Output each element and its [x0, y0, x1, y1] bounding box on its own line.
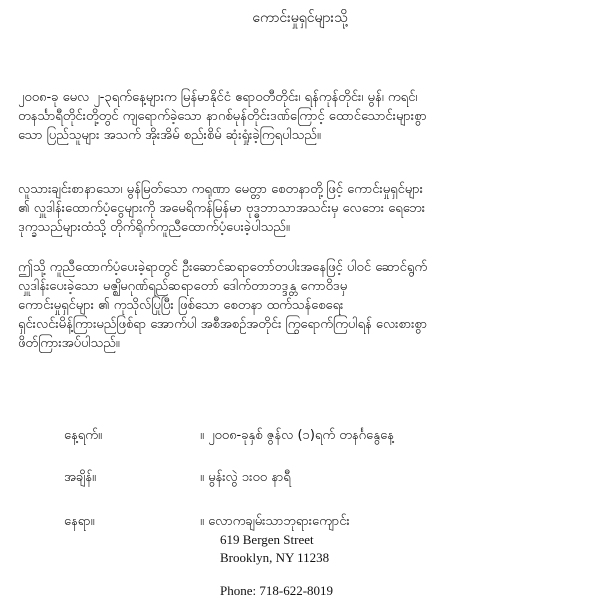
paragraph-line: တနင်္သာရီတိုင်းတို့တွင် ကျရောက်ခဲ့သော နာဂစ်မုန်တိုင်းဒဏ်ကြောင့် ထောင်သောင်းများစွာ	[18, 109, 427, 124]
place-value: ။ လောကချမ်းသာဘုရားကျောင်း	[200, 514, 350, 529]
date-label: နေ့ရက်။	[64, 428, 102, 443]
detail-place-row	[0, 512, 600, 532]
paragraph-line: ရှင်းလင်းမိန့်ကြားမည်ဖြစ်ရာ အောက်ပါ အစီအစဉ်အတိုင်း ကြွရောက်ကြပါရန် လေးစားစွာ	[18, 317, 428, 332]
paragraph-line: ဤသို့ ကူညီထောက်ပံ့ပေးခဲ့ရာတွင် ဦးဆောင်ဆရာတော်တပါးအနေဖြင့် ပါဝင် ဆောင်ရွက်	[18, 260, 428, 275]
address-street: 619 Bergen Street	[220, 532, 314, 547]
paragraph-line: လူသားချင်းစာနာသော၊ မွန်မြတ်သော ကရုဏာ မေတ္တာ စေတနာတို့ဖြင့် ကောင်းမှုရှင်များ	[18, 182, 423, 197]
paragraph-line: သော ပြည်သူများ အသက် အိုးအိမ် စည်းစိမ် ဆုံးရှုံးခဲ့ကြရပါသည်။	[18, 128, 321, 143]
detail-date-row	[0, 426, 600, 446]
letter-title: ကောင်းမှုရှင်များသို့	[252, 10, 348, 26]
paragraph-line: ဒုက္ခသည်များထံသို့ တိုက်ရိုက်ကူညီထောက်ပံ့ပေးခဲ့ပါသည်။	[18, 220, 290, 235]
time-value: ။ မွန်းလွဲ ၁း၀၀ နာရီ	[200, 470, 291, 485]
date-value: ။ ၂၀၀၈-ခုနှစ် ဇွန်လ (၁)ရက် တနင်္ဂနွေနေ့	[200, 428, 394, 443]
address-city: Brooklyn, NY 11238	[220, 550, 330, 565]
paragraph-line: ၂၀၀၈-ခု မေလ ၂-၃ရက်နေ့များက မြန်မာနိုင်ငံ ဧရာဝတီတိုင်း၊ ရန်ကုန်တိုင်း၊ မွန်၊ ကရင်၊	[18, 90, 418, 105]
address-phone: Phone: 718-622-8019	[220, 583, 334, 598]
paragraph-donations	[18, 180, 586, 237]
paragraph-line: ဖိတ်ကြားအပ်ပါသည်။	[18, 336, 120, 351]
time-label: အချိန်။	[64, 470, 96, 485]
paragraph-cyclone	[18, 88, 586, 145]
paragraph-line: လှူဒါန်းပေးခဲ့သော မဇ္ဈိမဂုဏ်ရည်ဆရာတော် ဒေါက်တာဘဒ္ဒန္တ ကောဝိဒမှ	[18, 279, 348, 294]
paragraph-invitation	[18, 258, 586, 353]
paragraph-line: ၏ လှူဒါန်းထောက်ပံ့ငွေများကို အမေရိကန်မြန်မာ ဗုဒ္ဓဘာသာအသင်းမှ လေဘေး ရေဘေး	[18, 201, 426, 216]
place-label: နေရာ။	[64, 514, 95, 529]
paragraph-line: ကောင်းမှုရှင်များ ၏ ကုသိုလ်ပြုပြီး ဖြစ်သော စေတနာ ထက်သန်စေရေး	[18, 298, 344, 313]
detail-time-row	[0, 468, 600, 488]
